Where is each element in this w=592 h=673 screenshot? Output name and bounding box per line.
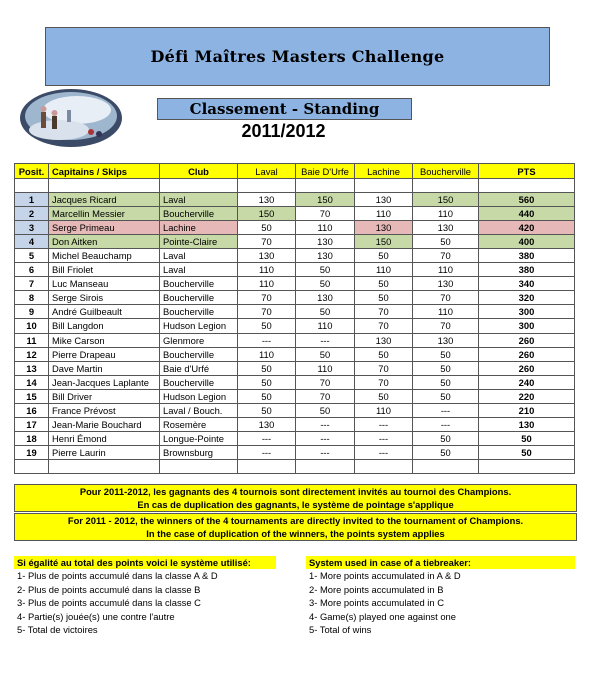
notice-fr: [14, 484, 577, 512]
tiebreak-en-item: 2- More points accumulated in B: [309, 583, 444, 595]
cell-laval: 110: [238, 347, 296, 361]
cell-skip: Bill Driver: [49, 389, 160, 403]
cell-laval: 50: [238, 389, 296, 403]
cell-position: 16: [15, 403, 49, 417]
cell-position: 9: [15, 305, 49, 319]
cell-boucherville: 150: [413, 193, 479, 207]
cell-boucherville: 110: [413, 207, 479, 221]
cell-club: Lachine: [160, 221, 238, 235]
cell-lachine: 70: [355, 375, 413, 389]
cell-lachine: 70: [355, 319, 413, 333]
tiebreak-en-item: 5- Total of wins: [309, 624, 372, 635]
cell-boucherville: 130: [413, 221, 479, 235]
cell-laval: ---: [238, 333, 296, 347]
table-row: [15, 333, 575, 347]
cell-pts: 260: [479, 333, 575, 347]
header-pts: PTS: [479, 164, 575, 179]
cell-club: Hudson Legion: [160, 319, 238, 333]
cell-lachine: ---: [355, 417, 413, 431]
cell-boucherville: 70: [413, 291, 479, 305]
cell-lachine: 150: [355, 235, 413, 249]
cell-club: Laval: [160, 193, 238, 207]
tiebreak-fr: [14, 556, 276, 637]
table-row: [15, 389, 575, 403]
table-row: [15, 207, 575, 221]
cell-lachine: 130: [355, 193, 413, 207]
cell-position: 5: [15, 249, 49, 263]
tiebreak-fr-item: 4- Partie(s) jouée(s) une contre l'autre: [17, 610, 175, 622]
cell-lachine: 50: [355, 249, 413, 263]
cell-position: 14: [15, 375, 49, 389]
cell-laval: 110: [238, 277, 296, 291]
tiebreak-en-item: 1- More points accumulated in A & D: [309, 570, 461, 581]
table-row: [15, 445, 575, 459]
cell-baie-durfe: ---: [296, 431, 355, 445]
cell-pts: 320: [479, 291, 575, 305]
cell-lachine: 110: [355, 207, 413, 221]
cell-position: 10: [15, 319, 49, 333]
table-row: [15, 263, 575, 277]
cell-baie-durfe: ---: [296, 333, 355, 347]
tiebreak-en-item: 3- More points accumulated in C: [309, 597, 444, 608]
tiebreak-en-item: 4- Game(s) played one against one: [309, 610, 456, 622]
table-row: [15, 361, 575, 375]
header-boucherville: Boucherville: [413, 164, 479, 179]
header-skip: Capitains / Skips: [49, 164, 160, 179]
cell-position: 11: [15, 333, 49, 347]
cell-boucherville: 50: [413, 235, 479, 249]
cell-pts: 300: [479, 319, 575, 333]
tiebreak-en: [306, 556, 575, 637]
cell-lachine: 50: [355, 347, 413, 361]
table-header-row: [15, 164, 575, 179]
cell-baie-durfe: 110: [296, 361, 355, 375]
cell-pts: 560: [479, 193, 575, 207]
cell-skip: Luc Manseau: [49, 277, 160, 291]
tiebreak-fr-item: 2- Plus de points accumulé dans la classe B: [17, 583, 201, 595]
cell-pts: 260: [479, 347, 575, 361]
standings-table: [14, 163, 575, 474]
cell-lachine: ---: [355, 445, 413, 459]
cell-pts: 400: [479, 235, 575, 249]
notice-en-line-1: For 2011 - 2012, the winners of the 4 tournaments are directly invited to the tournament of Champions.: [67, 515, 524, 526]
header-baie-durfe: Baie D'Urfe: [296, 164, 355, 179]
cell-baie-durfe: 110: [296, 221, 355, 235]
cell-club: Pointe-Claire: [160, 235, 238, 249]
cell-baie-durfe: 110: [296, 319, 355, 333]
cell-baie-durfe: 70: [296, 207, 355, 221]
cell-club: Laval / Bouch.: [160, 403, 238, 417]
cell-skip: Jean-Marie Bouchard: [49, 417, 160, 431]
table-row: [15, 291, 575, 305]
notice-fr-line-2: En cas de duplication des gagnants, le système de pointage s'applique: [137, 499, 454, 510]
cell-club: Laval: [160, 263, 238, 277]
cell-club: Brownsburg: [160, 445, 238, 459]
cell-baie-durfe: ---: [296, 417, 355, 431]
table-row: [15, 403, 575, 417]
cell-baie-durfe: 70: [296, 375, 355, 389]
spacer-row: [15, 179, 575, 193]
cell-pts: 210: [479, 403, 575, 417]
notice-fr-line-1: Pour 2011-2012, les gagnants des 4 tournois sont directement invités au tournoi des Champions.: [79, 486, 512, 497]
cell-skip: Don Aitken: [49, 235, 160, 249]
cell-lachine: 130: [355, 221, 413, 235]
table-row: [15, 417, 575, 431]
cell-position: 15: [15, 389, 49, 403]
cell-boucherville: 110: [413, 305, 479, 319]
cell-pts: 340: [479, 277, 575, 291]
table-row: [15, 347, 575, 361]
cell-club: Boucherville: [160, 375, 238, 389]
table-row: [15, 319, 575, 333]
cell-club: Hudson Legion: [160, 389, 238, 403]
cell-baie-durfe: 50: [296, 403, 355, 417]
cell-skip: Jean-Jacques Laplante: [49, 375, 160, 389]
cell-laval: 50: [238, 403, 296, 417]
cell-skip: France Prévost: [49, 403, 160, 417]
table-row: [15, 305, 575, 319]
cell-skip: Pierre Laurin: [49, 445, 160, 459]
cell-laval: 50: [238, 221, 296, 235]
cell-skip: Henri Émond: [49, 431, 160, 445]
cell-baie-durfe: ---: [296, 445, 355, 459]
cell-boucherville: 50: [413, 389, 479, 403]
cell-club: Boucherville: [160, 207, 238, 221]
cell-pts: 260: [479, 361, 575, 375]
notice-en: [14, 513, 577, 541]
tiebreak-en-heading: System used in case of a tiebreaker:: [306, 556, 575, 569]
cell-boucherville: 50: [413, 431, 479, 445]
cell-position: 12: [15, 347, 49, 361]
table-row: [15, 375, 575, 389]
cell-lachine: 110: [355, 263, 413, 277]
cell-skip: Dave Martin: [49, 361, 160, 375]
cell-laval: 150: [238, 207, 296, 221]
spacer-row: [15, 459, 575, 473]
cell-skip: Bill Friolet: [49, 263, 160, 277]
table-row: [15, 249, 575, 263]
cell-position: 7: [15, 277, 49, 291]
cell-laval: 110: [238, 263, 296, 277]
cell-pts: 50: [479, 445, 575, 459]
cell-skip: Mike Carson: [49, 333, 160, 347]
cell-position: 3: [15, 221, 49, 235]
season-label: 2011/2012: [241, 121, 326, 141]
table-row: [15, 221, 575, 235]
cell-position: 6: [15, 263, 49, 277]
cell-baie-durfe: 50: [296, 305, 355, 319]
curling-picture: [19, 88, 123, 148]
cell-baie-durfe: 150: [296, 193, 355, 207]
cell-laval: 130: [238, 249, 296, 263]
cell-lachine: ---: [355, 431, 413, 445]
cell-pts: 130: [479, 417, 575, 431]
cell-boucherville: 110: [413, 263, 479, 277]
cell-club: Longue-Pointe: [160, 431, 238, 445]
cell-lachine: 130: [355, 333, 413, 347]
cell-laval: ---: [238, 445, 296, 459]
cell-skip: Pierre Drapeau: [49, 347, 160, 361]
cell-lachine: 50: [355, 389, 413, 403]
cell-boucherville: 50: [413, 375, 479, 389]
cell-laval: 50: [238, 361, 296, 375]
table-row: [15, 193, 575, 207]
cell-laval: ---: [238, 431, 296, 445]
cell-position: 17: [15, 417, 49, 431]
cell-laval: 50: [238, 319, 296, 333]
cell-baie-durfe: 130: [296, 291, 355, 305]
cell-position: 2: [15, 207, 49, 221]
cell-pts: 50: [479, 431, 575, 445]
cell-boucherville: 70: [413, 249, 479, 263]
header-position: Posit.: [15, 164, 49, 179]
cell-baie-durfe: 50: [296, 277, 355, 291]
cell-baie-durfe: 70: [296, 389, 355, 403]
cell-club: Baie d'Urfé: [160, 361, 238, 375]
cell-club: Boucherville: [160, 347, 238, 361]
cell-skip: Bill Langdon: [49, 319, 160, 333]
cell-lachine: 70: [355, 305, 413, 319]
cell-laval: 70: [238, 305, 296, 319]
cell-boucherville: 130: [413, 277, 479, 291]
header-laval: Laval: [238, 164, 296, 179]
cell-boucherville: ---: [413, 417, 479, 431]
cell-position: 4: [15, 235, 49, 249]
cell-pts: 220: [479, 389, 575, 403]
cell-pts: 300: [479, 305, 575, 319]
cell-baie-durfe: 50: [296, 347, 355, 361]
cell-pts: 240: [479, 375, 575, 389]
cell-laval: 70: [238, 235, 296, 249]
cell-position: 13: [15, 361, 49, 375]
cell-lachine: 110: [355, 403, 413, 417]
cell-skip: Serge Sirois: [49, 291, 160, 305]
cell-club: Boucherville: [160, 305, 238, 319]
cell-skip: Michel Beauchamp: [49, 249, 160, 263]
standing-heading: Classement - Standing: [157, 98, 412, 120]
cell-club: Rosemère: [160, 417, 238, 431]
tiebreak-fr-heading: Si égalité au total des points voici le système utilisé:: [14, 556, 276, 569]
cell-club: Boucherville: [160, 291, 238, 305]
cell-pts: 380: [479, 263, 575, 277]
cell-baie-durfe: 130: [296, 235, 355, 249]
cell-laval: 130: [238, 193, 296, 207]
cell-laval: 50: [238, 375, 296, 389]
cell-pts: 380: [479, 249, 575, 263]
cell-baie-durfe: 50: [296, 263, 355, 277]
cell-position: 19: [15, 445, 49, 459]
cell-boucherville: 70: [413, 319, 479, 333]
notice-en-line-2: In the case of duplication of the winners, the points system applies: [146, 528, 445, 539]
cell-boucherville: 50: [413, 347, 479, 361]
cell-boucherville: 50: [413, 361, 479, 375]
cell-laval: 130: [238, 417, 296, 431]
table-row: [15, 431, 575, 445]
cell-lachine: 70: [355, 361, 413, 375]
header-club: Club: [160, 164, 238, 179]
tiebreak-fr-item: 3- Plus de points accumulé dans la classe C: [17, 597, 201, 608]
cell-pts: 420: [479, 221, 575, 235]
banner-title: Défi Maîtres Masters Challenge: [45, 27, 550, 86]
cell-boucherville: 50: [413, 445, 479, 459]
tiebreak-fr-item: 5- Total de victoires: [17, 624, 98, 635]
cell-club: Boucherville: [160, 277, 238, 291]
cell-boucherville: 130: [413, 333, 479, 347]
cell-position: 8: [15, 291, 49, 305]
cell-laval: 70: [238, 291, 296, 305]
header-lachine: Lachine: [355, 164, 413, 179]
cell-position: 1: [15, 193, 49, 207]
cell-skip: André Guilbeault: [49, 305, 160, 319]
cell-boucherville: ---: [413, 403, 479, 417]
table-row: [15, 235, 575, 249]
cell-skip: Marcellin Messier: [49, 207, 160, 221]
table-row: [15, 277, 575, 291]
cell-skip: Serge Primeau: [49, 221, 160, 235]
cell-club: Glenmore: [160, 333, 238, 347]
cell-position: 18: [15, 431, 49, 445]
cell-lachine: 50: [355, 291, 413, 305]
cell-lachine: 50: [355, 277, 413, 291]
tiebreak-fr-item: 1- Plus de points accumulé dans la classe A & D: [17, 570, 218, 581]
cell-skip: Jacques Ricard: [49, 193, 160, 207]
cell-baie-durfe: 130: [296, 249, 355, 263]
cell-club: Laval: [160, 249, 238, 263]
cell-pts: 440: [479, 207, 575, 221]
